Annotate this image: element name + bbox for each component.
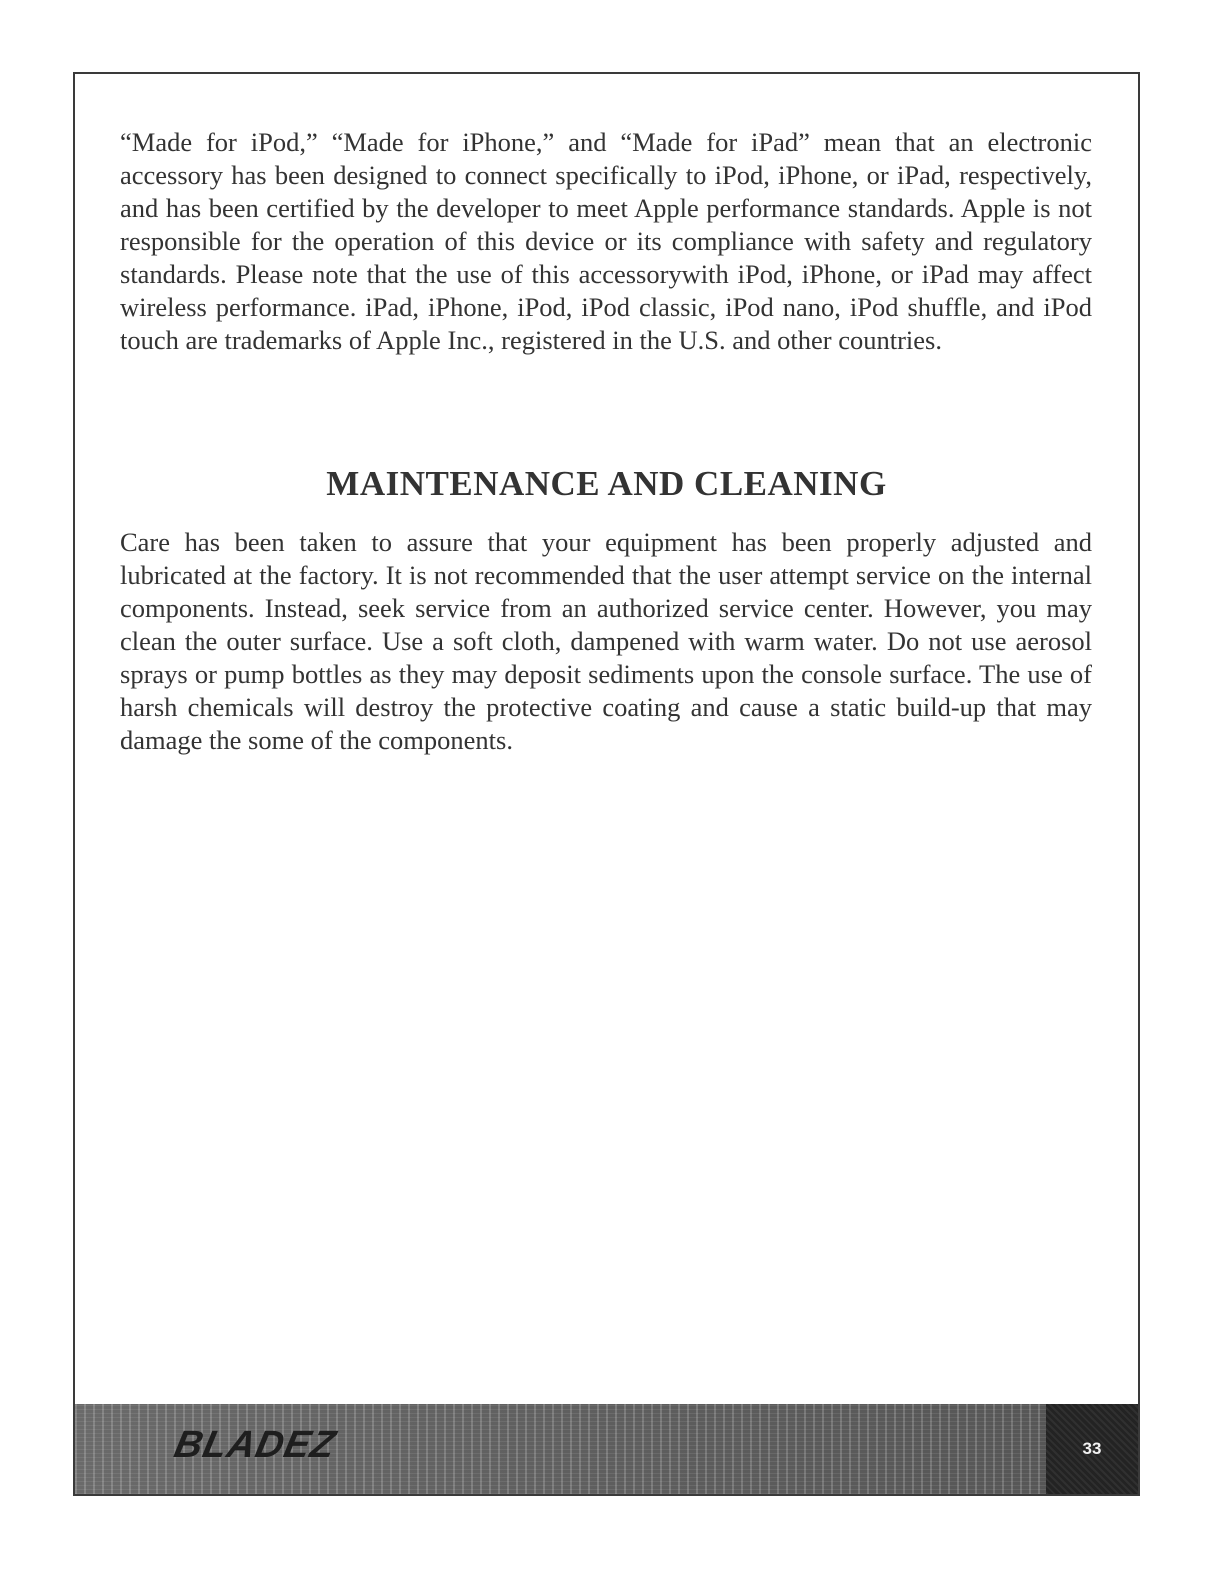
- brand-logo: BLADEZ: [170, 1424, 340, 1466]
- apple-compatibility-notice: “Made for iPod,” “Made for iPhone,” and “Made for iPad” mean that an electronic accessory has been designed to connect specifically to iPod, iPhone, or iPad, respectively, and has been certified by the developer to meet Apple performance standards. Apple is not responsible for the operation of this device or its compliance with safety and regulatory standards. Please note that the use of this accessorywith iPod, iPhone, or iPad may affect wireless performance. iPad, iPhone, iPod, iPod classic, iPod nano, iPod shuffle, and iPod touch are trademarks of Apple Inc., registered in the U.S. and other countries.: [120, 127, 1092, 355]
- page-number-box: [1046, 1404, 1138, 1494]
- maintenance-heading: MAINTENANCE AND CLEANING: [326, 464, 887, 503]
- footer-bar: [75, 1404, 1138, 1494]
- page-number: 33: [1082, 1439, 1102, 1458]
- maintenance-text: Care has been taken to assure that your equipment has been properly adjusted and lubricated at the factory. It is not recommended that the user attempt service on the internal components. Instead, seek service from an authorized service center. However, you may clean the outer surface. Use a soft cloth, dampened with warm water. Do not use aerosol sprays or pump bottles as they may deposit sediments upon the console surface. The use of harsh chemicals will destroy the protective coating and cause a static build-up that may damage the some of the components.: [120, 527, 1092, 755]
- page-frame: [73, 72, 1140, 1496]
